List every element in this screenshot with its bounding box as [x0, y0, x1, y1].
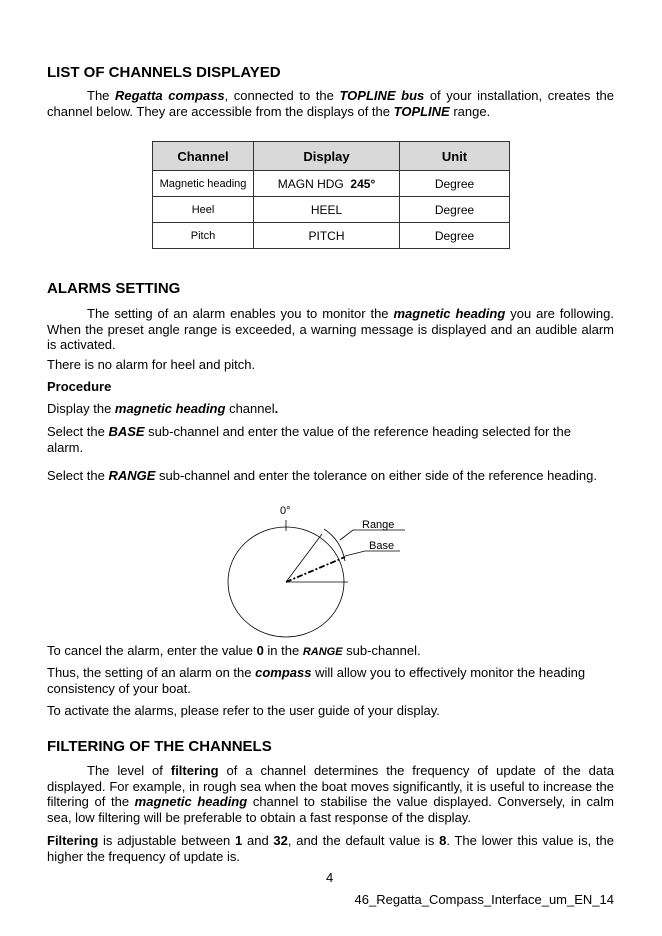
page-number: 4: [326, 870, 334, 885]
text-run: TOPLINE bus: [339, 88, 425, 103]
text-run: Filtering: [47, 833, 99, 848]
text-run: sub-channel and enter the value of the reference heading selected for the alarm.: [47, 424, 571, 455]
text-run: sub-channel and enter the tolerance on either side of the reference heading.: [155, 468, 597, 483]
text-run: , and the default value is: [287, 833, 440, 848]
range-label: Range: [362, 519, 395, 531]
text-run: in the: [263, 643, 303, 658]
document-id: 46_Regatta_Compass_Interface_um_EN_14: [354, 892, 614, 907]
base-heading-line: [286, 557, 345, 582]
section-title-channels: LIST OF CHANNELS DISPLAYED: [47, 64, 281, 81]
text-run: 0: [256, 643, 264, 658]
compass-alarm-text: [47, 665, 607, 696]
range-arc: [324, 529, 345, 561]
cell-unit: Degree: [400, 197, 510, 223]
zero-label: 0°: [280, 505, 291, 517]
text-run: . The lower this value is, the higher the frequency of update is.: [47, 833, 614, 864]
text-run: and: [242, 833, 274, 848]
cell-display: PITCH: [254, 223, 400, 249]
cell-display: MAGN HDG 245°: [254, 171, 400, 197]
text-run: will allow you to effectively monitor the heading consistency of your boat.: [47, 665, 586, 696]
cell-channel: Magnetic heading: [153, 171, 254, 197]
text-run: 32: [273, 833, 288, 848]
cell-unit: Degree: [400, 223, 510, 249]
text-run: , connected to the: [224, 88, 340, 103]
section-title-alarms: ALARMS SETTING: [47, 280, 181, 297]
text-run: BASE: [108, 424, 145, 439]
text-run: RANGE: [108, 468, 156, 483]
filtering-range: [47, 833, 614, 864]
cell-display: HEEL: [254, 197, 400, 223]
text-run: To activate the alarms, please refer to the user guide of your display.: [47, 703, 440, 718]
text-run: The: [87, 88, 115, 103]
text-run: Procedure: [47, 379, 112, 394]
text-run: Select the: [47, 424, 109, 439]
text-run: of a channel determines the frequency of update of the data displayed. For example, in rough sea when the boat moves significantly, it is useful to increase the filtering of the: [47, 763, 614, 809]
text-run: Display the: [47, 401, 115, 416]
col-header-unit: Unit: [400, 142, 510, 171]
text-run: channel: [225, 401, 275, 416]
text-run: TOPLINE: [393, 103, 450, 119]
cancel-alarm-text: [47, 643, 614, 661]
text-run: compass: [255, 665, 312, 680]
text-run: 8: [439, 833, 447, 848]
text-run: There is no alarm for heel and pitch.: [47, 357, 256, 372]
text-run: filtering: [170, 763, 219, 778]
text-run: RANGE: [302, 646, 343, 658]
base-label: Base: [369, 540, 395, 552]
text-run: To cancel the alarm, enter the value: [47, 643, 257, 658]
text-run: range.: [449, 103, 491, 119]
text-run: is adjustable between: [98, 833, 236, 848]
text-run: Thus, the setting of an alarm on the: [47, 665, 256, 680]
text-run: magnetic heading: [114, 401, 226, 416]
text-run: magnetic heading: [393, 306, 506, 321]
text-run: Regatta compass: [114, 88, 225, 103]
filtering-intro: [47, 763, 614, 825]
text-run: sub-channel.: [342, 643, 421, 658]
text-run: .: [274, 401, 279, 416]
text-run: The level of: [87, 763, 171, 778]
text-run: of your installation, creates the channel below. They are accessible from the displays of the: [47, 88, 615, 119]
text-run: channel to stabilise the value displayed. Conversely, in calm sea, low filtering will be preferable to obtain a fast response of the display.: [47, 794, 615, 825]
cell-channel: Pitch: [153, 223, 254, 249]
col-header-channel: Channel: [153, 142, 254, 171]
activate-alarm-text: [47, 703, 614, 719]
cell-unit: Degree: [400, 171, 510, 197]
text-run: 1: [235, 833, 243, 848]
text-run: The setting of an alarm enables you to monitor the: [87, 306, 394, 321]
text-run: Select the: [47, 468, 109, 483]
text-run: you are following. When the preset angle range is exceeded, a warning message is displayed and an audible alarm is activated.: [47, 306, 614, 352]
col-header-display: Display: [254, 142, 400, 171]
range-limit-line: [286, 534, 322, 582]
text-run: magnetic heading: [134, 794, 248, 809]
section-title-filtering: FILTERING OF THE CHANNELS: [47, 738, 272, 755]
cell-channel: Heel: [153, 197, 254, 223]
range-leader: [340, 530, 405, 540]
